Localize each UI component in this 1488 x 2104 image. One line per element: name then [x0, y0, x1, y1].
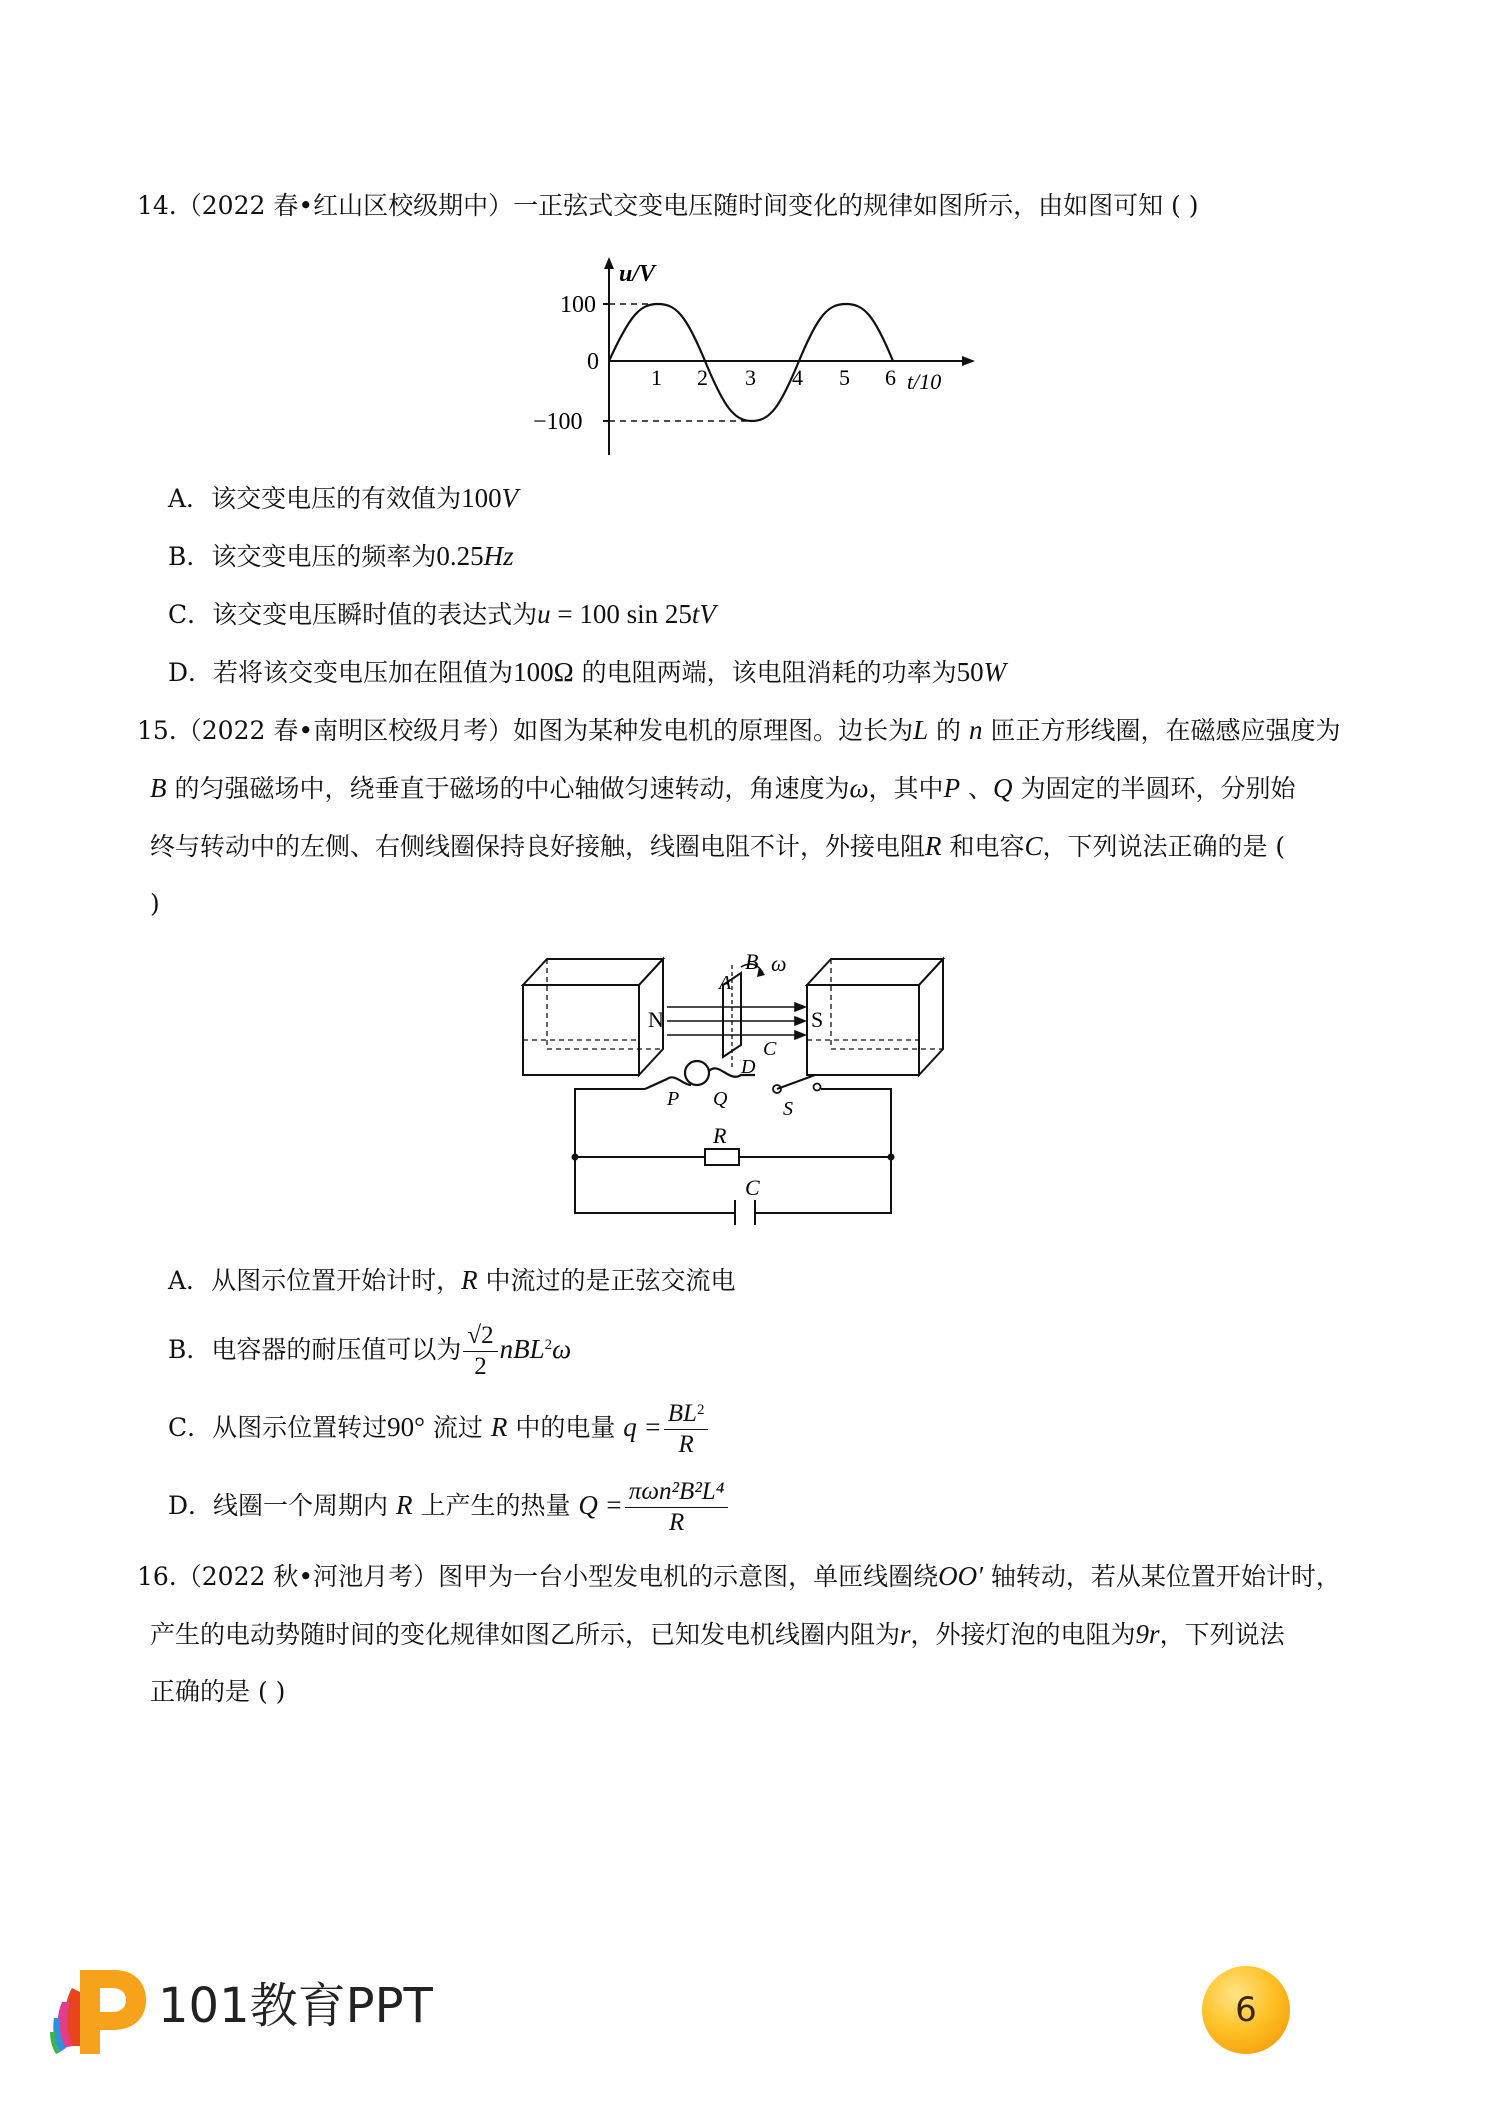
q14-option-c[interactable]: C．该交变电压瞬时值的表达式为u = 100 sin 25tV — [168, 599, 716, 629]
brand-logo-icon — [50, 1958, 150, 2058]
y-tick-neg100: −100 — [533, 409, 583, 435]
q15-option-c[interactable]: C．从图示位置转过90° 流过 R 中的电量 q = $\frac{BL^2}{R}$ — [168, 1394, 710, 1461]
q16-stem-line3: 正确的是 ( ) — [150, 1677, 286, 1706]
q14-sine-graph — [525, 255, 985, 460]
external-circuit — [575, 1089, 891, 1225]
x-tick-3: 3 — [745, 365, 756, 390]
y-axis-arrow — [604, 257, 614, 269]
q15-stem-line1: 15.（2022 春•南明区校级月考）如图为某种发电机的原理图。边长为L 的 n 匝正方形线圈，在磁感应强度为 — [137, 715, 1341, 745]
q15-generator-diagram — [515, 945, 965, 1225]
q15-option-b[interactable]: B．电容器的耐压值可以为 $\frac{√2}{2}$ nBL$^2$ω — [168, 1322, 572, 1380]
label-Q: Q — [713, 1088, 728, 1110]
label-S: S — [811, 1007, 824, 1032]
sine-curve — [609, 304, 893, 421]
q14-option-d[interactable]: D．若将该交变电压加在阻值为100Ω 的电阻两端，该电阻消耗的功率为50W — [168, 657, 1007, 687]
magnet-s — [807, 959, 943, 1075]
q15-option-d[interactable]: D．线圈一个周期内 R 上产生的热量 Q = $\frac{\text{πωn²B²L⁴}}{R}$ — [168, 1472, 730, 1539]
q15-stem-line3: 终与转动中的左侧、右侧线圈保持良好接触，线圈电阻不计，外接电阻R 和电容C，下列说法正确的是 ( — [150, 831, 1286, 861]
magnet-n — [523, 959, 663, 1075]
q14-option-b[interactable]: B．该交变电压的频率为0.25Hz — [168, 541, 514, 571]
x-tick-2: 2 — [697, 365, 708, 390]
q15-stem-line2: B 的匀强磁场中，绕垂直于磁场的中心轴做匀速转动，角速度为ω，其中P 、Q 为固定的半圆环，分别始 — [150, 773, 1296, 803]
label-B: B — [745, 949, 759, 974]
label-P: P — [667, 1088, 680, 1110]
q14-stem: 14.（2022 春•红山区校级期中）一正弦式交变电压随时间变化的规律如图所示，由如图可知 ( ) — [137, 191, 1199, 220]
label-A: A — [719, 972, 732, 994]
label-switch-S: S — [783, 1098, 793, 1120]
x-axis-arrow — [962, 356, 975, 366]
fraction-heat: $\frac{\text{πωn²B²L⁴}}{R}$ — [625, 1477, 729, 1538]
y-tick-100: 100 — [560, 292, 596, 318]
slip-rings — [645, 1061, 755, 1089]
label-C: C — [763, 1038, 777, 1060]
y-tick-0: 0 — [587, 349, 599, 375]
x-tick-5: 5 — [839, 365, 850, 390]
q16-stem-line2: 产生的电动势随时间的变化规律如图乙所示，已知发电机线圈内阻为r，外接灯泡的电阻为9r，下列说法 — [150, 1619, 1285, 1649]
label-R: R — [713, 1123, 727, 1148]
fraction-bl2-over-r: $\frac{BL^2}{R}$ — [664, 1399, 709, 1460]
label-omega: ω — [771, 951, 787, 976]
page-number-badge — [1202, 1966, 1290, 2054]
q14-option-a[interactable]: A．该交变电压的有效值为100V — [168, 483, 519, 513]
fraction-sqrt2-over-2: $\frac{√2}{2}$ — [463, 1321, 497, 1382]
label-N: N — [648, 1007, 664, 1032]
label-D: D — [741, 1056, 756, 1078]
label-cap-C: C — [745, 1175, 760, 1200]
brand-name: 101教育PPT — [158, 1978, 433, 2034]
resistor — [705, 1149, 739, 1165]
x-tick-4: 4 — [792, 365, 803, 390]
q15-option-a[interactable]: A．从图示位置开始计时，R 中流过的是正弦交流电 — [168, 1265, 736, 1295]
y-axis-label: u/V — [619, 261, 656, 287]
x-axis-label: t/10 — [907, 369, 942, 394]
q16-stem-line1: 16.（2022 秋•河池月考）图甲为一台小型发电机的示意图，单匝线圈绕OO′ 轴转动，若从某位置开始计时， — [137, 1561, 1341, 1591]
page-number: 6 — [1235, 1990, 1257, 2030]
x-tick-1: 1 — [651, 365, 662, 390]
q15-stem-line4: ) — [150, 889, 160, 918]
x-tick-6: 6 — [885, 365, 896, 390]
